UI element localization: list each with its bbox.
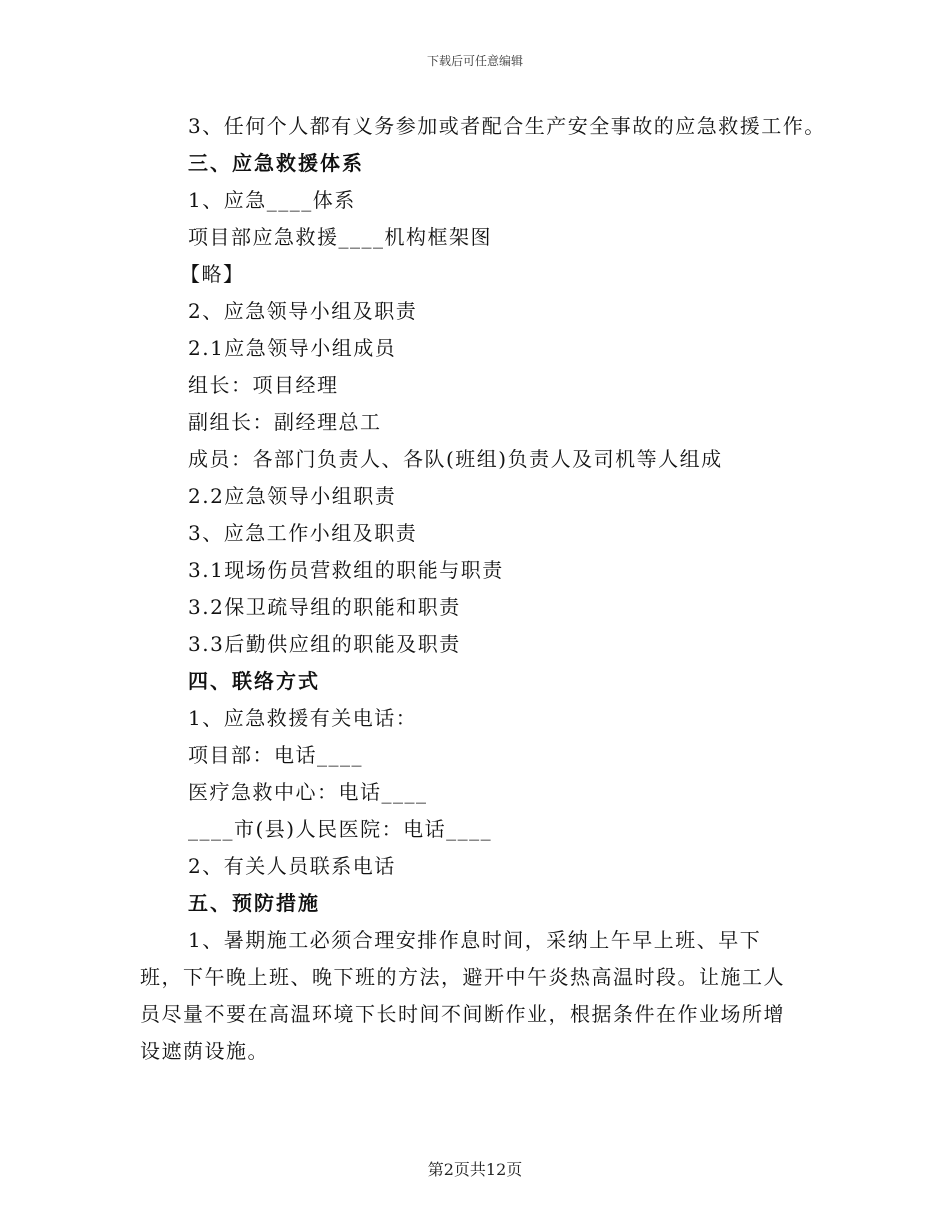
text-line: 3.3后勤供应组的职能及职责 — [188, 632, 461, 656]
document-body — [0, 108, 950, 1070]
section-heading: 五、预防措施 — [188, 891, 320, 915]
text-line: 3、任何个人都有义务参加或者配合生产安全事故的应急救援工作。 — [188, 114, 826, 138]
text-line: 3、应急工作小组及职责 — [188, 521, 418, 545]
page-footer-number: 第2页共12页 — [427, 1160, 523, 1179]
text-lines — [0, 108, 950, 922]
text-line: 副组长：副经理总工 — [188, 410, 382, 434]
text-line: 【略】 — [180, 262, 245, 286]
text-line: 成员：各部门负责人、各队(班组)负责人及司机等人组成 — [188, 447, 723, 471]
page-header-note: 下载后可任意编辑 — [426, 54, 523, 68]
text-line: 3.2保卫疏导组的职能和职责 — [188, 595, 461, 619]
text-line: 1、应急救援有关电话： — [188, 706, 418, 730]
paragraph-summer-construction: 1、暑期施工必须合理安排作息时间，采纳上午早上班、早下班，下午晚上班、晚下班的方法，避开中午炎热高温时段。让施工人员尽量不要在高温环境下长时间不间断作业，根据条件在作业场所增设遮荫设施。 — [140, 928, 785, 1063]
text-line: 医疗急救中心：电话____ — [188, 780, 428, 804]
text-line: ____市(县)人民医院：电话____ — [188, 817, 493, 841]
section-heading: 四、联络方式 — [188, 669, 320, 693]
section-heading: 三、应急救援体系 — [188, 151, 364, 175]
text-line: 3.1现场伤员营救组的职能与职责 — [188, 558, 504, 582]
text-line: 项目部：电话____ — [188, 743, 363, 767]
text-line: 2、应急领导小组及职责 — [188, 299, 418, 323]
text-line: 组长：项目经理 — [188, 373, 339, 397]
text-line: 项目部应急救援____机构框架图 — [188, 225, 492, 249]
text-line: 2.1应急领导小组成员 — [188, 336, 397, 360]
text-line: 2.2应急领导小组职责 — [188, 484, 397, 508]
text-line: 2、有关人员联系电话 — [188, 854, 396, 878]
text-line: 1、应急____体系 — [188, 188, 356, 212]
